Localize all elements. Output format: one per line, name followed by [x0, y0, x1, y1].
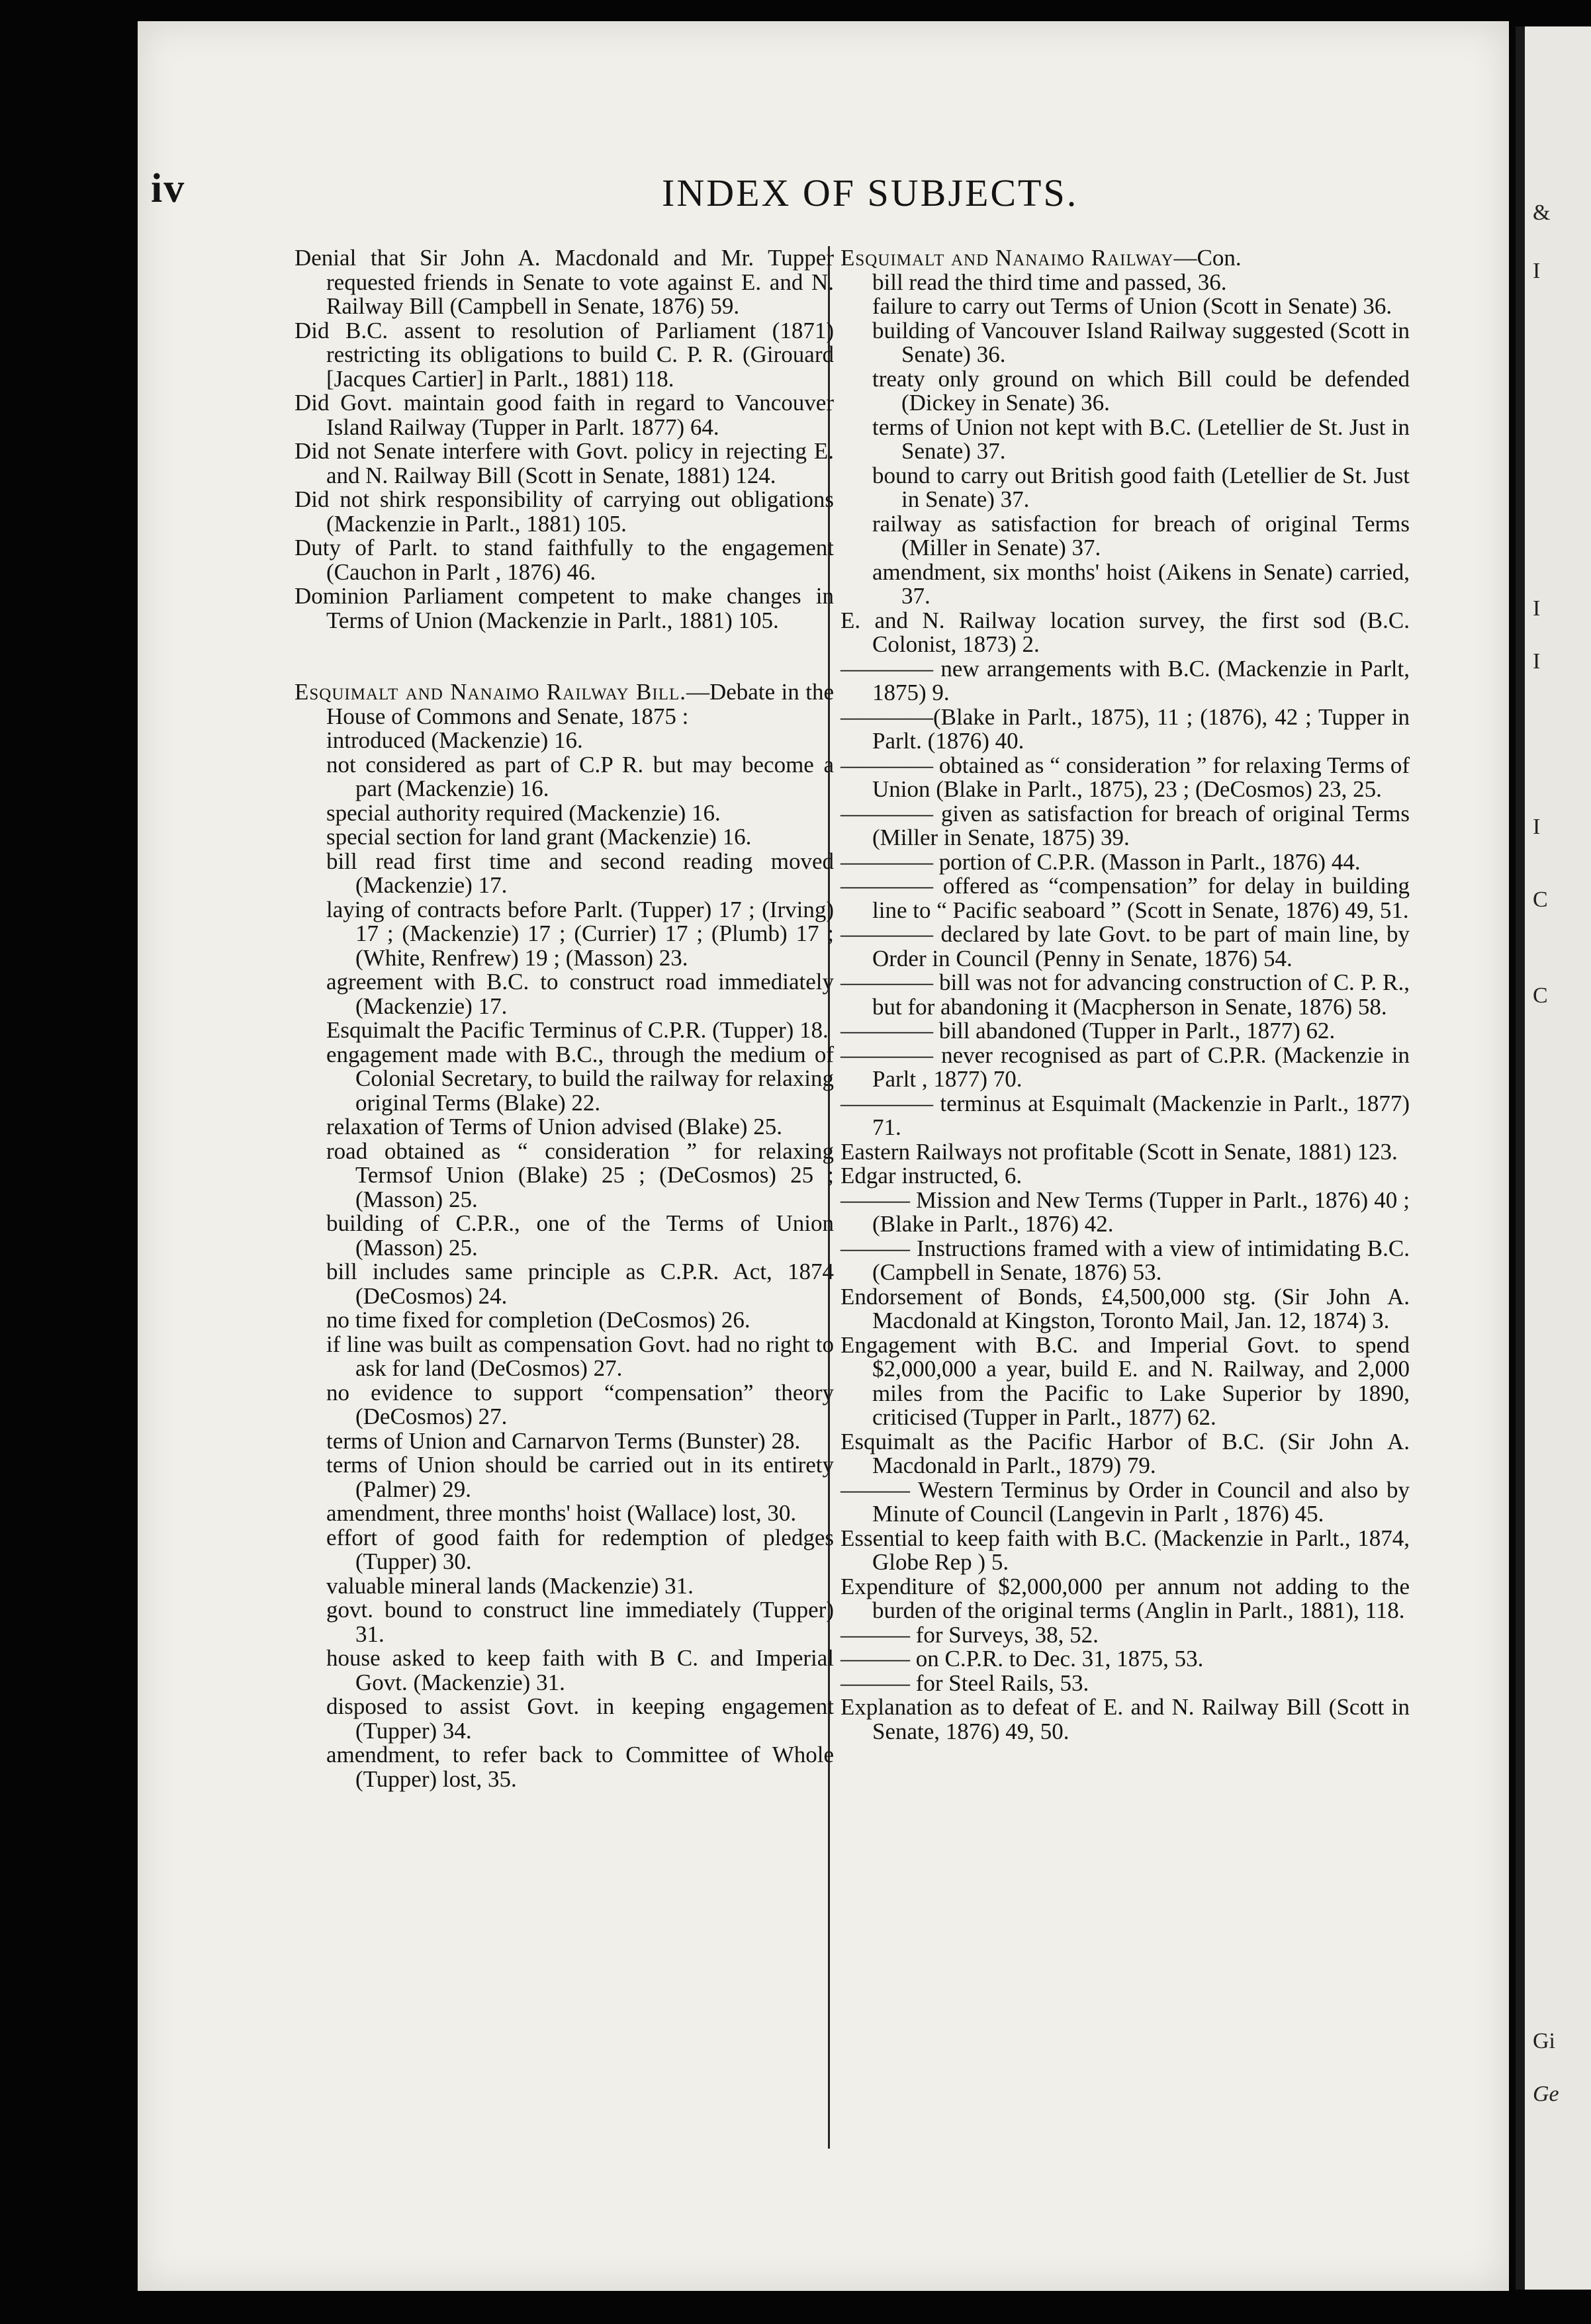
index-entry: E. and N. Railway location survey, the first sod (B.C. Colonist, 1873) 2. [841, 607, 1410, 657]
section-heading-rest: —Con. [1173, 245, 1242, 271]
index-entry: ———— declared by late Govt. to be part of main line, by Order in Council (Penny in Senate, 1876) 54. [841, 921, 1410, 971]
index-entry: ———— offered as “compensation” for delay in building line to “ Pacific seaboard ” (Scott in Senate, 1876) 49, 51. [841, 873, 1410, 923]
index-subentry: bill includes same principle as C.P.R. Act, 1874 (DeCosmos) 24. [326, 1259, 834, 1309]
index-subentry: valuable mineral lands (Mackenzie) 31. [326, 1572, 694, 1599]
index-subentry: amendment, to refer back to Committee of Whole (Tupper) lost, 35. [326, 1742, 834, 1792]
index-entry: Did Govt. maintain good faith in regard to Vancouver Island Railway (Tupper in Parlt. 1877) 64. [295, 390, 834, 440]
index-entry: Endorsement of Bonds, £4,500,000 stg. (Sir John A. Macdonald at Kingston, Toronto Mail, Jan. 12, 1874) 3. [841, 1283, 1410, 1333]
index-entry: ———— portion of C.P.R. (Masson in Parlt., 1876) 44. [841, 848, 1361, 875]
index-subentry: disposed to assist Govt. in keeping engagement (Tupper) 34. [326, 1693, 834, 1744]
index-subentry: engagement made with B.C., through the medium of Colonial Secretary, to build the railway for relaxing original Terms (Blake) 22. [326, 1041, 834, 1116]
index-subentry: bill read the third time and passed, 36. [872, 269, 1227, 295]
index-entry: Edgar instructed, 6. [841, 1163, 1023, 1188]
index-entry: ———— terminus at Esquimalt (Mackenzie in Parlt., 1877) 71. [841, 1090, 1410, 1140]
index-subentry: no time fixed for completion (DeCosmos) 26. [326, 1307, 750, 1333]
index-entry: ——— Instructions framed with a view of intimidating B.C. (Campbell in Senate, 1876) 53. [841, 1235, 1410, 1285]
adjacent-mark: I [1533, 815, 1541, 839]
index-entry: ———— never recognised as part of C.P.R. (Mackenzie in Parlt , 1877) 70. [841, 1042, 1410, 1092]
index-entry: ———— bill abandoned (Tupper in Parlt., 1877) 62. [841, 1018, 1336, 1044]
adjacent-mark: I [1533, 259, 1541, 283]
page-title: INDEX OF SUBJECTS. [662, 171, 1079, 214]
adjacent-mark: I [1533, 649, 1541, 674]
index-subentry: relaxation of Terms of Union advised (Blake) 25. [326, 1114, 782, 1140]
section-gap [295, 633, 834, 680]
adjacent-mark: C [1533, 983, 1548, 1008]
index-subentry: laying of contracts before Parlt. (Tupper) 17 ; (Irving) 17 ; (Mackenzie) 17 ; (Currier) 17 ; (Plumb) 17 ; (White, Renfrew) 19 ; (Masson) 23. [326, 896, 834, 971]
adjacent-mark: I [1533, 596, 1541, 621]
index-subentry: railway as satisfaction for breach of original Terms (Miller in Senate) 37. [872, 510, 1410, 560]
right-column [841, 246, 1410, 1744]
page-number: iv [151, 166, 186, 211]
adjacent-mark: Gi [1533, 2029, 1555, 2053]
index-entry: Expenditure of $2,000,000 per annum not adding to the burden of the original terms (Anglin in Parlt., 1881), 118. [841, 1573, 1410, 1623]
adjacent-mark: Ge [1533, 2082, 1559, 2106]
index-subentry: terms of Union should be carried out in its entirety (Palmer) 29. [326, 1452, 834, 1502]
index-subentry: house asked to keep faith with B C. and Imperial Govt. (Mackenzie) 31. [326, 1645, 834, 1695]
index-entry: Duty of Parlt. to stand faithfully to the engagement (Cauchon in Parlt , 1876) 46. [295, 535, 834, 585]
index-entry: ———— obtained as “ consideration ” for relaxing Terms of Union (Blake in Parlt., 1875), 23 ; (DeCosmos) 23, 25. [841, 752, 1410, 802]
index-subentry: bound to carry out British good faith (Letellier de St. Just in Senate) 37. [872, 462, 1410, 512]
index-entry: ——— Western Terminus by Order in Council and also by Minute of Council (Langevin in Parlt , 1876) 45. [841, 1476, 1410, 1527]
index-subentry: terms of Union and Carnarvon Terms (Bunster) 28. [326, 1427, 801, 1454]
index-subentry: no evidence to support “compensation” theory (DeCosmos) 27. [326, 1379, 834, 1429]
left-column [295, 246, 834, 1791]
adjacent-mark: & [1533, 201, 1551, 225]
index-entry: ———— given as satisfaction for breach of original Terms (Miller in Senate, 1875) 39. [841, 800, 1410, 850]
index-subentry: amendment, six months' hoist (Aikens in Senate) carried, 37. [872, 559, 1410, 609]
section-heading-rest: —Debate in the House of Commons and Senate, 1875 : [326, 679, 834, 729]
index-entry: ——— Mission and New Terms (Tupper in Parlt., 1876) 40 ; (Blake in Parlt., 1876) 42. [841, 1186, 1410, 1237]
index-entry: Denial that Sir John A. Macdonald and Mr. Tupper requested friends in Senate to vote against E. and N. Railway Bill (Campbell in Senate, 1876) 59. [295, 245, 834, 319]
index-subentry: introduced (Mackenzie) 16. [326, 727, 583, 753]
index-entry: Engagement with B.C. and Imperial Govt. to spend $2,000,000 a year, build E. and N. Railway, and 2,000 miles from the Pacific to Lake Superior by 1890, criticised (Tupper in Parlt., 1877) 62. [841, 1331, 1410, 1430]
index-subentry: building of C.P.R., one of the Terms of Union (Masson) 25. [326, 1210, 834, 1261]
index-entry: ———— bill was not for advancing construction of C. P. R., but for abandoning it (Macpherson in Senate, 1876) 58. [841, 969, 1410, 1020]
index-entry: ————(Blake in Parlt., 1875), 11 ; (1876), 42 ; Tupper in Parlt. (1876) 40. [841, 703, 1410, 754]
index-subentry: govt. bound to construct line immediately (Tupper) 31. [326, 1597, 834, 1647]
adjacent-mark: C [1533, 887, 1548, 912]
index-entry: ——— for Surveys, 38, 52. [841, 1621, 1099, 1648]
index-subentry: special section for land grant (Mackenzie) 16. [326, 824, 752, 850]
index-entry: Essential to keep faith with B.C. (Mackenzie in Parlt., 1874, Globe Rep ) 5. [841, 1525, 1410, 1575]
index-entry: Eastern Railways not profitable (Scott in Senate, 1881) 123. [841, 1138, 1398, 1165]
index-subentry: building of Vancouver Island Railway suggested (Scott in Senate) 36. [872, 317, 1410, 367]
index-subentry: treaty only ground on which Bill could be defended (Dickey in Senate) 36. [872, 365, 1410, 416]
adjacent-page-edge [1516, 26, 1591, 2290]
index-entry: ——— for Steel Rails, 53. [841, 1670, 1089, 1696]
index-subentry: agreement with B.C. to construct road immediately (Mackenzie) 17. [326, 969, 834, 1019]
index-subentry: terms of Union not kept with B.C. (Letellier de St. Just in Senate) 37. [872, 414, 1410, 464]
index-subentry: if line was built as compensation Govt. had no right to ask for land (DeCosmos) 27. [326, 1331, 834, 1381]
index-entry: Explanation as to defeat of E. and N. Railway Bill (Scott in Senate, 1876) 49, 50. [841, 1694, 1410, 1744]
section-heading [295, 680, 834, 729]
section-heading-name: Esquimalt and Nanaimo Railway Bill. [295, 679, 686, 705]
index-subentry: amendment, three months' hoist (Wallace) lost, 30. [326, 1500, 797, 1526]
index-subentry: not considered as part of C.P R. but may become a part (Mackenzie) 16. [326, 751, 834, 801]
index-subentry: bill read first time and second reading moved (Mackenzie) 17. [326, 848, 834, 898]
index-entry: Esquimalt as the Pacific Harbor of B.C. (Sir John A. Macdonald in Parlt., 1879) 79. [841, 1428, 1410, 1478]
index-entry: Did not shirk responsibility of carrying out obligations (Mackenzie in Parlt., 1881) 105. [295, 486, 834, 537]
index-entry: Did not Senate interfere with Govt. policy in rejecting E. and N. Railway Bill (Scott in Senate, 1881) 124. [295, 438, 834, 488]
index-entry: ——— on C.P.R. to Dec. 31, 1875, 53. [841, 1646, 1204, 1672]
index-subentry: effort of good faith for redemption of pledges (Tupper) 30. [326, 1524, 834, 1574]
index-subentry: special authority required (Mackenzie) 16. [326, 799, 721, 826]
section-heading-continued [841, 246, 1410, 271]
index-entry: ———— new arrangements with B.C. (Mackenzie in Parlt, 1875) 9. [841, 655, 1410, 705]
index-subentry: road obtained as “ consideration ” for relaxing Termsof Union (Blake) 25 ; (DeCosmos) 25 ; (Masson) 25. [326, 1138, 834, 1212]
section-heading-name: Esquimalt and Nanaimo Railway [841, 245, 1174, 271]
index-entry: Dominion Parliament competent to make changes in Terms of Union (Mackenzie in Parlt., 1881) 105. [295, 583, 834, 633]
index-subentry: failure to carry out Terms of Union (Scott in Senate) 36. [872, 293, 1392, 319]
index-subentry: Esquimalt the Pacific Terminus of C.P.R. (Tupper) 18. [326, 1017, 829, 1043]
index-entry: Did B.C. assent to resolution of Parliament (1871) restricting its obligations to build C. P. R. (Girouard [Jacques Cartier] in Parlt., 1881) 118. [295, 317, 834, 392]
